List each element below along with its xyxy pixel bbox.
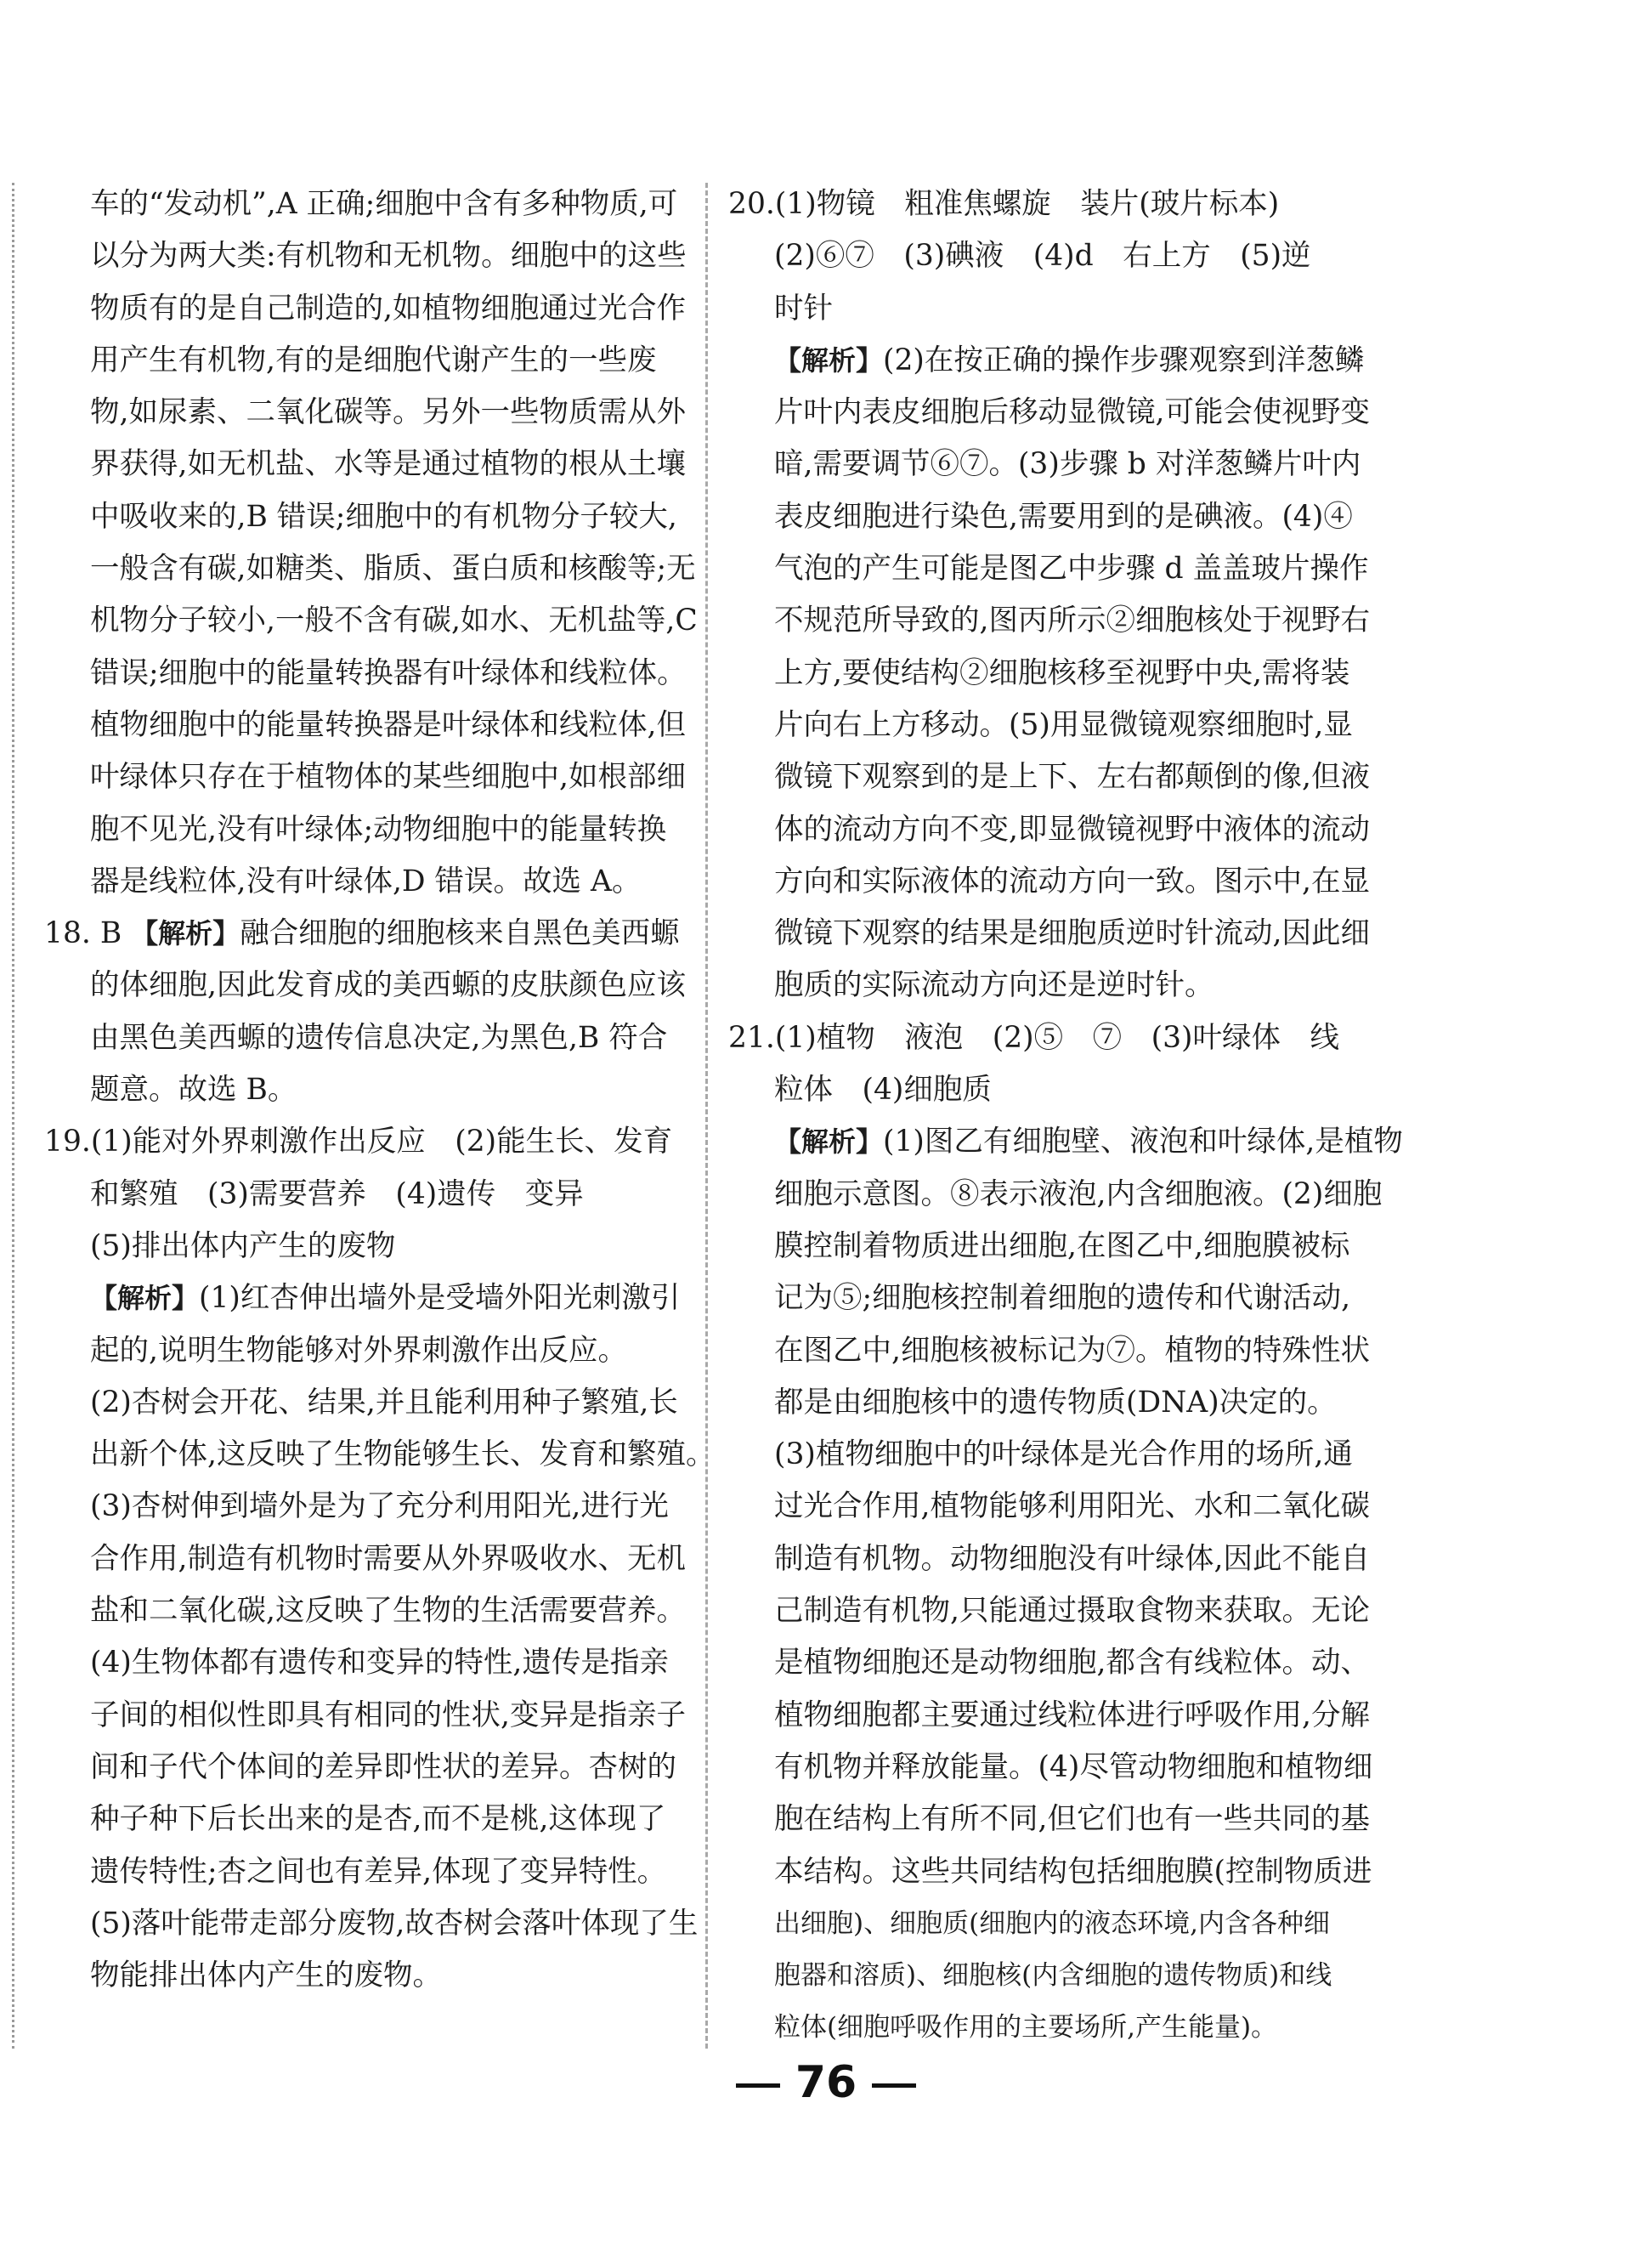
text-line: 物能排出体内产生的废物。 bbox=[90, 1958, 442, 1993]
text-line: 错误;细胞中的能量转换器有叶绿体和线粒体。 bbox=[90, 655, 687, 690]
text-line: 出新个体,这反映了生物能够生长、发育和繁殖。 bbox=[90, 1437, 716, 1472]
answer-line: 时针 bbox=[774, 291, 833, 326]
text-line: (5)落叶能带走部分废物,故杏树会落叶体现了生 bbox=[90, 1906, 699, 1941]
text-line: 都是由细胞核中的遗传物质(DNA)决定的。 bbox=[774, 1385, 1337, 1420]
text-line: 子间的相似性即具有相同的性状,变异是指亲子 bbox=[90, 1698, 686, 1732]
analysis-first-line bbox=[44, 1273, 682, 1324]
text-line: 微镜下观察的结果是细胞质逆时针流动,因此细 bbox=[774, 916, 1370, 951]
text-line: 微镜下观察到的是上下、左右都颠倒的像,但液 bbox=[774, 760, 1370, 795]
text-line: 粒体(细胞呼吸作用的主要场所,产生能量)。 bbox=[774, 2012, 1278, 2043]
text-line: 植物细胞中的能量转换器是叶绿体和线粒体,但 bbox=[90, 707, 686, 742]
text-line: 膜控制着物质进出细胞,在图乙中,细胞膜被标 bbox=[774, 1228, 1350, 1263]
text-line: 方向和实际液体的流动方向一致。图示中,在显 bbox=[774, 864, 1370, 898]
question-number: 20. bbox=[728, 187, 775, 221]
text-line: 车的“发动机”,A 正确;细胞中含有多种物质,可 bbox=[90, 187, 678, 221]
text-line: 中吸收来的,B 错误;细胞中的有机物分子较大, bbox=[90, 499, 677, 534]
text-line: 物质有的是自己制造的,如植物细胞通过光合作 bbox=[90, 291, 686, 326]
text-line: (3)植物细胞中的叶绿体是光合作用的场所,通 bbox=[774, 1437, 1353, 1472]
text-line: 胞质的实际流动方向还是逆时针。 bbox=[774, 968, 1214, 1003]
text-line: 以分为两大类:有机物和无机物。细胞中的这些 bbox=[90, 239, 687, 274]
text-line: 间和子代个体间的差异即性状的差异。杏树的 bbox=[90, 1749, 676, 1784]
text-line: 机物分子较小,一般不含有碳,如水、无机盐等,C bbox=[90, 604, 698, 638]
text-line: (2)杏树会开花、结果,并且能利用种子繁殖,长 bbox=[90, 1385, 678, 1420]
column-divider bbox=[705, 183, 708, 2049]
text-line: 器是线粒体,没有叶绿体,D 错误。故选 A。 bbox=[90, 864, 642, 898]
text-line: 起的,说明生物能够对外界刺激作出反应。 bbox=[90, 1333, 627, 1368]
text-line: 叶绿体只存在于植物体的某些细胞中,如根部细 bbox=[90, 760, 686, 795]
text-line: 一般含有碳,如糖类、脂质、蛋白质和核酸等;无 bbox=[90, 552, 696, 587]
text-line: 胞在结构上有所不同,但它们也有一些共同的基 bbox=[774, 1802, 1370, 1837]
text-line: 不规范所导致的,图丙所示②细胞核处于视野右 bbox=[774, 604, 1370, 638]
analysis-first-line bbox=[728, 335, 1374, 387]
text-line: 片向右上方移动。(5)用显微镜观察细胞时,显 bbox=[774, 707, 1353, 742]
q17-continuation bbox=[44, 179, 698, 908]
text-line: 合作用,制造有机物时需要从外界吸收水、无机 bbox=[90, 1541, 686, 1576]
question-20 bbox=[728, 179, 1374, 1012]
text-line: 胞器和溶质)、细胞核(内含细胞的遗传物质)和线 bbox=[774, 1960, 1332, 1992]
answer-line: (5)排出体内产生的废物 bbox=[90, 1228, 396, 1263]
analysis-text: 融合细胞的细胞核来自黑色美西螈 bbox=[240, 916, 680, 951]
page-number bbox=[0, 2057, 1652, 2108]
text-line: 记为⑤;细胞核控制着细胞的遗传和代谢活动, bbox=[774, 1281, 1351, 1316]
text-line: 气泡的产生可能是图乙中步骤 d 盖盖玻片操作 bbox=[774, 552, 1369, 587]
q20-first-line bbox=[728, 179, 1374, 230]
text-line: 制造有机物。动物细胞没有叶绿体,因此不能自 bbox=[774, 1541, 1370, 1576]
text-line: 本结构。这些共同结构包括细胞膜(控制物质进 bbox=[774, 1854, 1372, 1889]
answer-line: (2)⑥⑦ (3)碘液 (4)d 右上方 (5)逆 bbox=[774, 239, 1311, 274]
left-margin-rule bbox=[12, 183, 14, 2049]
answer-line: 粒体 (4)细胞质 bbox=[774, 1073, 992, 1108]
text-line: 过光合作用,植物能够利用阳光、水和二氧化碳 bbox=[774, 1489, 1370, 1524]
answer-line: 和繁殖 (3)需要营养 (4)遗传 变异 bbox=[90, 1176, 584, 1211]
analysis-tag: 【解析】 bbox=[774, 1125, 884, 1159]
page-number-text: 76 bbox=[795, 2057, 857, 2108]
analysis-first-line bbox=[728, 1116, 1403, 1168]
text-line: 由黑色美西螈的遗传信息决定,为黑色,B 符合 bbox=[90, 1020, 668, 1055]
answer-line: (1)植物 液泡 (2)⑤ ⑦ (3)叶绿体 线 bbox=[774, 1020, 1339, 1055]
analysis-text: (1)红杏伸出墙外是受墙外阳光刺激引 bbox=[199, 1281, 681, 1316]
right-column bbox=[728, 179, 1403, 2055]
answer-letter: B bbox=[99, 916, 122, 951]
answer-line: (1)物镜 粗准焦螺旋 装片(玻片标本) bbox=[774, 187, 1280, 221]
dash-left bbox=[736, 2083, 780, 2088]
q21-first-line bbox=[728, 1012, 1374, 1064]
q19-first-line bbox=[44, 1116, 682, 1168]
text-line: 胞不见光,没有叶绿体;动物细胞中的能量转换 bbox=[90, 812, 667, 847]
text-line: 盐和二氧化碳,这反映了生物的生活需要营养。 bbox=[90, 1594, 686, 1629]
answer-line: (1)能对外界刺激作出反应 (2)能生长、发育 bbox=[90, 1125, 673, 1159]
question-19 bbox=[44, 1116, 716, 2002]
text-line: 细胞示意图。⑧表示液泡,内含细胞液。(2)细胞 bbox=[774, 1176, 1383, 1211]
dash-right bbox=[872, 2083, 916, 2088]
text-line: 暗,需要调节⑥⑦。(3)步骤 b 对洋葱鳞片叶内 bbox=[774, 447, 1361, 482]
text-line: 种子种下后长出来的是杏,而不是桃,这体现了 bbox=[90, 1802, 666, 1837]
text-line: 上方,要使结构②细胞核移至视野中央,需将装 bbox=[774, 655, 1350, 690]
analysis-tag: 【解析】 bbox=[90, 1282, 200, 1315]
text-line: (4)生物体都有遗传和变异的特性,遗传是指亲 bbox=[90, 1646, 669, 1681]
text-line: 片叶内表皮细胞后移动显微镜,可能会使视野变 bbox=[774, 395, 1370, 430]
text-line: 遗传特性;杏之间也有差异,体现了变异特性。 bbox=[90, 1854, 667, 1889]
question-18 bbox=[44, 908, 686, 1116]
text-line: 物,如尿素、二氧化碳等。另外一些物质需从外 bbox=[90, 395, 686, 430]
question-21 bbox=[728, 1012, 1403, 2055]
text-line: 植物细胞都主要通过线粒体进行呼吸作用,分解 bbox=[774, 1698, 1370, 1732]
text-line: 是植物细胞还是动物细胞,都含有线粒体。动、 bbox=[774, 1646, 1370, 1681]
text-line: 有机物并释放能量。(4)尽管动物细胞和植物细 bbox=[774, 1749, 1373, 1784]
text-line: 出细胞)、细胞质(细胞内的液态环境,内含各种细 bbox=[774, 1907, 1331, 1939]
text-line: 用产生有机物,有的是细胞代谢产生的一些废 bbox=[90, 343, 657, 377]
text-line: 题意。故选 B。 bbox=[90, 1073, 297, 1108]
text-line: 的体细胞,因此发育成的美西螈的皮肤颜色应该 bbox=[90, 968, 686, 1003]
text-line: 体的流动方向不变,即显微镜视野中液体的流动 bbox=[774, 812, 1370, 847]
question-number: 19. bbox=[44, 1125, 91, 1159]
q18-first-line bbox=[44, 908, 682, 960]
text-line: 表皮细胞进行染色,需要用到的是碘液。(4)④ bbox=[774, 499, 1353, 534]
text-line: (3)杏树伸到墙外是为了充分利用阳光,进行光 bbox=[90, 1489, 669, 1524]
question-number: 21. bbox=[728, 1020, 775, 1055]
text-line: 界获得,如无机盐、水等是通过植物的根从土壤 bbox=[90, 447, 686, 482]
analysis-text: (1)图乙有细胞壁、液泡和叶绿体,是植物 bbox=[883, 1125, 1403, 1159]
text-line: 在图乙中,细胞核被标记为⑦。植物的特殊性状 bbox=[774, 1333, 1370, 1368]
left-column bbox=[44, 179, 716, 2002]
text-line: 己制造有机物,只能通过摄取食物来获取。无论 bbox=[774, 1594, 1370, 1629]
analysis-text: (2)在按正确的操作步骤观察到洋葱鳞 bbox=[883, 343, 1365, 377]
analysis-tag: 【解析】 bbox=[131, 917, 240, 950]
analysis-tag: 【解析】 bbox=[774, 343, 884, 377]
question-number: 18. bbox=[44, 916, 91, 951]
